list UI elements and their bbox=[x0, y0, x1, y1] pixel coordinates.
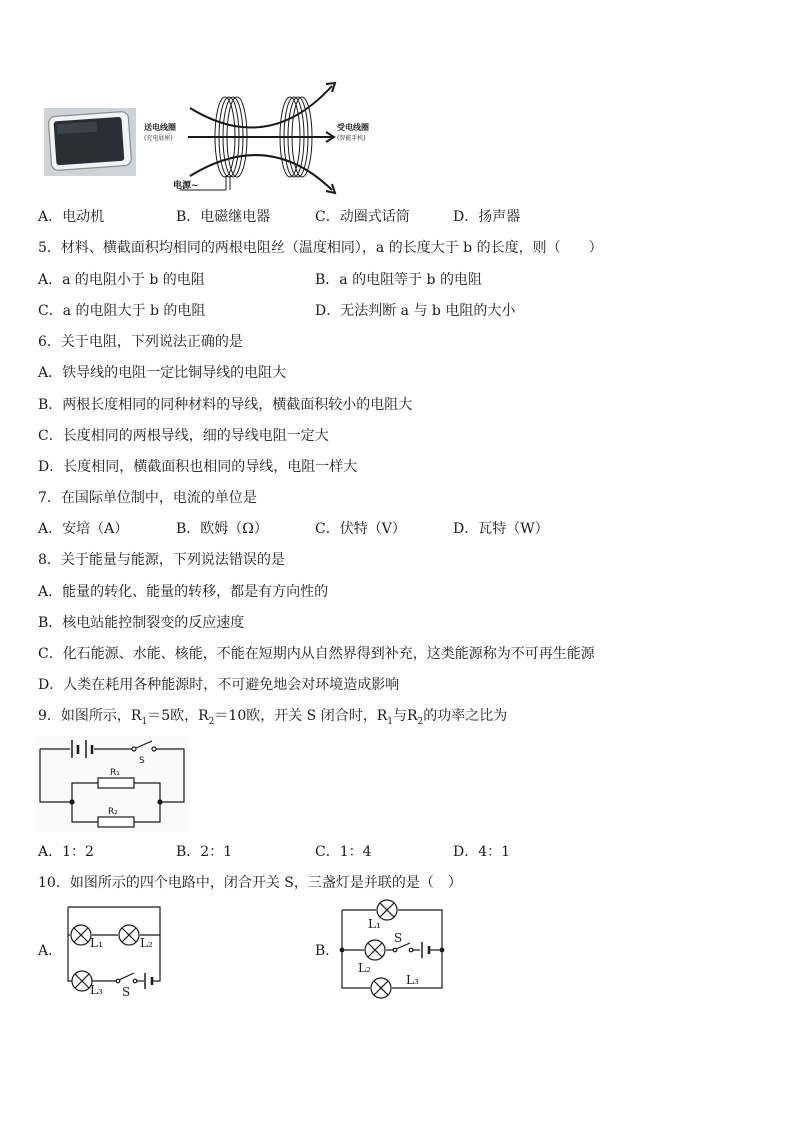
wireless-charging-figure bbox=[40, 78, 370, 196]
q6-option-d: D．长度相同，横截面积也相同的导线，电阻一样大 bbox=[38, 459, 358, 475]
q9-circuit-figure bbox=[36, 736, 188, 832]
q8-option-a: A．能量的转化、能量的转移，都是有方向性的 bbox=[38, 584, 329, 600]
q5-option-d: D．无法判断 a 与 b 电阻的大小 bbox=[315, 303, 516, 319]
q10-stem: 10．如图所示的四个电路中，闭合开关 S，三盏灯是并联的是（ ） bbox=[38, 875, 462, 891]
q7-option-c: C．伏特（V） bbox=[315, 521, 406, 537]
coil-diagram bbox=[180, 83, 335, 193]
q8-option-d: D．人类在耗用各种能源时，不可避免地会对环境造成影响 bbox=[38, 677, 400, 693]
q9-stem-number: 9．如图所示， bbox=[38, 708, 131, 724]
q6-option-c: C．长度相同的两根导线，细的导线电阻一定大 bbox=[38, 428, 329, 444]
q9-stem bbox=[38, 707, 507, 731]
q7-option-d: D．瓦特（W） bbox=[453, 521, 549, 537]
q9-stem-tail: 的功率之比为 bbox=[423, 708, 508, 724]
phone-image bbox=[44, 108, 136, 176]
q10a-switch-label: S bbox=[122, 985, 131, 997]
q10a-l3-label: L₃ bbox=[90, 983, 103, 997]
q4-option-c: C．动圈式话筒 bbox=[315, 209, 410, 225]
q9-r1-symbol-2: R bbox=[376, 708, 388, 724]
q7-option-b: B．欧姆（Ω） bbox=[176, 521, 268, 537]
send-coil-note: (充电底座) bbox=[144, 135, 173, 142]
q8-option-b: B．核电站能控制裂变的反应速度 bbox=[38, 615, 245, 631]
q4-option-d: D．扬声器 bbox=[453, 209, 521, 225]
q4-option-b: B．电磁继电器 bbox=[176, 209, 271, 225]
q10b-l2-label: L₂ bbox=[358, 961, 371, 975]
q4-option-a: A．电动机 bbox=[38, 209, 105, 225]
q9-r2-value: ＝10欧，开关 S 闭合时， bbox=[214, 708, 377, 724]
q10b-switch-label: S bbox=[394, 931, 403, 945]
power-label: 电源~ bbox=[173, 181, 199, 191]
q9-r2-symbol-2: R bbox=[407, 708, 418, 724]
q9-option-d: D．4：1 bbox=[453, 844, 511, 860]
q10-circuit-b bbox=[338, 898, 448, 1002]
q9-r2-label: R₂ bbox=[108, 807, 118, 817]
q5-option-b: B．a 的电阻等于 b 的电阻 bbox=[315, 272, 482, 288]
q5-option-a: A．a 的电阻小于 b 的电阻 bbox=[38, 272, 205, 288]
q9-r2-symbol: R bbox=[198, 708, 209, 724]
q9-option-a: A．1：2 bbox=[38, 844, 94, 860]
q9-and: 与 bbox=[393, 708, 407, 724]
q9-r1-symbol: R bbox=[130, 708, 142, 724]
q10b-l1-label: L₁ bbox=[368, 917, 381, 931]
q9-r1-label: R₁ bbox=[110, 768, 120, 778]
q7-stem: 7．在国际单位制中，电流的单位是 bbox=[38, 490, 257, 506]
receive-coil-label: 受电线圈 bbox=[337, 123, 369, 132]
q6-option-b: B．两根长度相同的同种材料的导线，横截面积较小的电阻大 bbox=[38, 397, 413, 413]
q10-option-b-label: B． bbox=[315, 943, 340, 959]
receive-coil-note: (智能手机) bbox=[337, 135, 366, 142]
q9-r1-value: ＝5欧， bbox=[147, 708, 199, 724]
q9-r2-subscript: 2 bbox=[208, 716, 215, 727]
send-coil-label: 送电线圈 bbox=[144, 123, 176, 132]
q8-stem: 8．关于能量与能源，下列说法错误的是 bbox=[38, 552, 285, 568]
q5-stem: 5．材料、横截面积均相同的两根电阻丝（温度相同），a 的长度大于 b 的长度，则（ ） bbox=[38, 240, 603, 256]
q9-r2-subscript-2: 2 bbox=[417, 716, 424, 727]
q6-stem: 6．关于电阻，下列说法正确的是 bbox=[38, 334, 243, 350]
q9-r1-subscript: 1 bbox=[141, 716, 148, 727]
q10-option-a-label: A． bbox=[38, 943, 63, 959]
q8-option-c: C．化石能源、水能、核能，不能在短期内从自然界得到补充，这类能源称为不可再生能源 bbox=[38, 646, 595, 662]
q10a-l2-label: L₂ bbox=[140, 936, 153, 950]
q9-r1-subscript-2: 1 bbox=[387, 716, 393, 727]
q10-circuit-a bbox=[62, 903, 166, 997]
q9-switch-label: S bbox=[139, 756, 145, 766]
q10a-l1-label: L₁ bbox=[90, 936, 103, 950]
q5-option-c: C．a 的电阻大于 b 的电阻 bbox=[38, 303, 206, 319]
q9-option-b: B．2：1 bbox=[176, 844, 233, 860]
q7-option-a: A．安培（A） bbox=[38, 521, 129, 537]
q10b-l3-label: L₃ bbox=[406, 973, 419, 987]
q9-option-c: C．1：4 bbox=[315, 844, 372, 860]
q6-option-a: A．铁导线的电阻一定比铜导线的电阻大 bbox=[38, 365, 287, 381]
